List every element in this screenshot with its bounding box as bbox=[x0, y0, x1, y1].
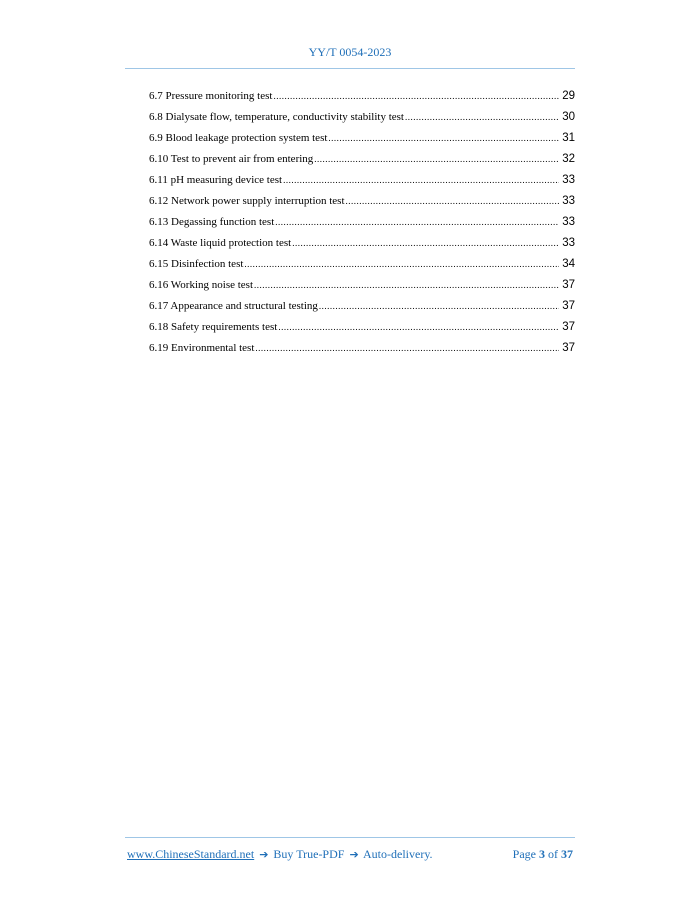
toc-entry-title[interactable]: 6.14 Waste liquid protection test bbox=[149, 237, 292, 249]
toc-leader-dots bbox=[275, 212, 559, 233]
footer-promo bbox=[127, 847, 433, 862]
toc-entry-page[interactable]: 37 bbox=[562, 279, 575, 291]
toc-entry[interactable] bbox=[149, 149, 575, 170]
toc-leader-dots bbox=[278, 317, 559, 338]
toc-entry-page[interactable]: 37 bbox=[562, 321, 575, 333]
toc-leader-dots bbox=[273, 86, 559, 107]
right-arrow-icon: ➔ bbox=[259, 848, 269, 861]
toc-entry[interactable] bbox=[149, 254, 575, 275]
toc-entry-title[interactable]: 6.13 Degassing function test bbox=[149, 216, 275, 228]
toc-entry[interactable] bbox=[149, 128, 575, 149]
buy-true-pdf-text: Buy True-PDF bbox=[273, 847, 345, 861]
toc-entry-title[interactable]: 6.15 Disinfection test bbox=[149, 258, 244, 270]
toc-entry-page[interactable]: 29 bbox=[562, 90, 575, 102]
toc-entry-title[interactable]: 6.7 Pressure monitoring test bbox=[149, 90, 273, 102]
page-label: Page bbox=[512, 847, 536, 861]
toc-leader-dots bbox=[254, 275, 559, 296]
right-arrow-icon: ➔ bbox=[349, 848, 359, 861]
table-of-contents bbox=[149, 86, 575, 359]
toc-entry[interactable] bbox=[149, 275, 575, 296]
total-pages-number: 37 bbox=[561, 847, 573, 861]
toc-entry-page[interactable]: 32 bbox=[562, 153, 575, 165]
toc-entry-title[interactable]: 6.10 Test to prevent air from entering bbox=[149, 153, 314, 165]
toc-leader-dots bbox=[405, 107, 559, 128]
toc-entry[interactable] bbox=[149, 212, 575, 233]
toc-entry-page[interactable]: 33 bbox=[562, 237, 575, 249]
toc-leader-dots bbox=[319, 296, 559, 317]
toc-leader-dots bbox=[346, 191, 560, 212]
toc-entry-page[interactable]: 37 bbox=[562, 300, 575, 312]
toc-entry-page[interactable]: 33 bbox=[562, 216, 575, 228]
toc-entry-title[interactable]: 6.8 Dialysate flow, temperature, conductivity stability test bbox=[149, 111, 404, 123]
toc-entry[interactable] bbox=[149, 86, 575, 107]
current-page-number: 3 bbox=[539, 847, 545, 861]
toc-entry[interactable] bbox=[149, 191, 575, 212]
footer-divider bbox=[125, 837, 575, 838]
toc-leader-dots bbox=[328, 128, 559, 149]
toc-entry-page[interactable]: 31 bbox=[562, 132, 575, 144]
document-code: YY/T 0054-2023 bbox=[308, 45, 392, 59]
toc-entry[interactable] bbox=[149, 317, 575, 338]
website-link[interactable]: www.ChineseStandard.net bbox=[127, 847, 255, 861]
toc-entry-page[interactable]: 30 bbox=[562, 111, 575, 123]
toc-entry-page[interactable]: 34 bbox=[562, 258, 575, 270]
toc-leader-dots bbox=[244, 254, 559, 275]
toc-entry-title[interactable]: 6.9 Blood leakage protection system test bbox=[149, 132, 328, 144]
of-label: of bbox=[548, 847, 558, 861]
page-header bbox=[0, 45, 700, 60]
toc-entry-title[interactable]: 6.12 Network power supply interruption test bbox=[149, 195, 345, 207]
toc-leader-dots bbox=[292, 233, 559, 254]
toc-entry-title[interactable]: 6.11 pH measuring device test bbox=[149, 174, 283, 186]
page-counter bbox=[513, 847, 573, 862]
header-divider bbox=[125, 68, 575, 69]
toc-leader-dots bbox=[283, 170, 559, 191]
toc-entry-page[interactable]: 33 bbox=[562, 195, 575, 207]
toc-leader-dots bbox=[255, 338, 559, 359]
toc-entry[interactable] bbox=[149, 170, 575, 191]
toc-leader-dots bbox=[314, 149, 559, 170]
toc-entry-page[interactable]: 33 bbox=[562, 174, 575, 186]
auto-delivery-text: Auto-delivery. bbox=[363, 847, 433, 861]
toc-entry-title[interactable]: 6.17 Appearance and structural testing bbox=[149, 300, 318, 312]
toc-entry[interactable] bbox=[149, 338, 575, 359]
toc-entry-page[interactable]: 37 bbox=[562, 342, 575, 354]
toc-entry-title[interactable]: 6.19 Environmental test bbox=[149, 342, 255, 354]
toc-entry[interactable] bbox=[149, 296, 575, 317]
toc-entry[interactable] bbox=[149, 107, 575, 128]
toc-entry-title[interactable]: 6.16 Working noise test bbox=[149, 279, 254, 291]
toc-entry[interactable] bbox=[149, 233, 575, 254]
toc-entry-title[interactable]: 6.18 Safety requirements test bbox=[149, 321, 278, 333]
